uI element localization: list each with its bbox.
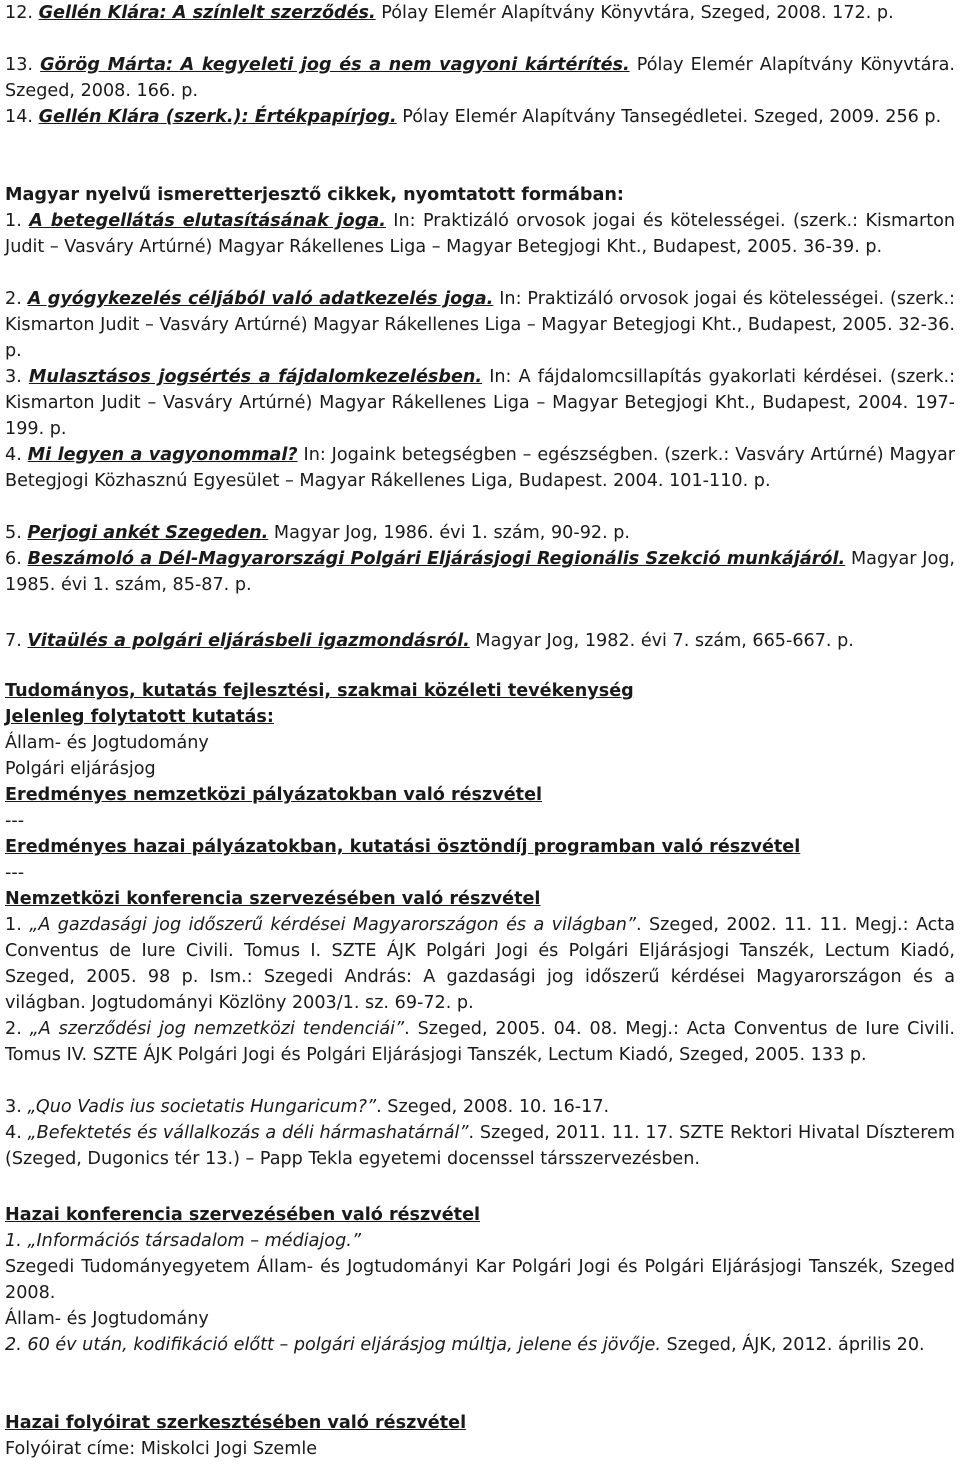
publication-item: 14. Gellén Klára (szerk.): Értékpapírjog. Pólay Elemér Alapítvány Tansegédletei. Szeged, 2009. 256 p.	[5, 107, 942, 127]
home-tender-value: ---	[5, 863, 25, 883]
article-item: 7. Vitaülés a polgári eljárásbeli igazmondásról. Magyar Jog, 1982. évi 7. szám, 665-667. p.	[5, 631, 854, 651]
article-title: Mi legyen a vagyonommal?	[27, 445, 298, 465]
article-title: Vitaülés a polgári eljárásbeli igazmondásról.	[27, 631, 470, 651]
article-title: A gyógykezelés céljából való adatkezelés joga.	[27, 289, 494, 309]
home-conf-item-title: 1. „Információs társadalom – médiajog.”	[5, 1231, 361, 1251]
journal-title-line: Folyóirat címe: Miskolci Jogi Szemle	[5, 1439, 318, 1459]
article-item: 6. Beszámoló a Dél-Magyarországi Polgári Eljárásjogi Regionális Szekció munkájáról. Magyar Jog, 1985. évi 1. szám, 85-87. p.	[5, 549, 955, 595]
intl-conf-heading: Nemzetközi konferencia szervezésében való részvétel	[5, 889, 541, 909]
current-research-label: Jelenleg folytatott kutatás:	[5, 707, 274, 727]
research-heading: Tudományos, kutatás fejlesztési, szakmai közéleti tevékenység	[5, 681, 634, 701]
publication-title: Görög Márta: A kegyeleti jog és a nem vagyoni kártérítés.	[40, 55, 630, 75]
home-conf-item-field: Állam- és Jogtudomány	[5, 1309, 209, 1329]
intl-conf-item: 4. „Befektetés és vállalkozás a déli hármashatárnál”. Szeged, 2011. 11. 17. SZTE Rektori Hivatal Díszterem (Szeged, Dugonics tér 13.) – Papp Tekla egyetemi docenssel társszervezésben.	[5, 1123, 955, 1169]
articles-heading: Magyar nyelvű ismeretterjesztő cikkek, nyomtatott formában:	[5, 185, 624, 205]
article-item: 1. A betegellátás elutasításának joga. In: Praktizáló orvosok jogai és kötelességei. (szerk.: Kismarton Judit – Vasváry Artúrné) Magyar Rákellenes Liga – Magyar Betegjogi Kht., Budapest, 2005. 36-39. p.	[5, 211, 956, 257]
article-title: Mulasztásos jogsértés a fájdalomkezelésben.	[28, 367, 483, 387]
article-title: Perjogi ankét Szegeden.	[27, 523, 269, 543]
publication-title: Gellén Klára: A színlelt szerződés.	[38, 3, 376, 23]
intl-tender-value: ---	[5, 811, 25, 831]
home-conf-item-place: Szegedi Tudományegyetem Állam- és Jogtudományi Kar Polgári Jogi és Polgári Eljárásjogi Tanszék, Szeged 2008.	[5, 1257, 955, 1303]
conf-title: 2. 60 év után, kodifikáció előtt – polgári eljárásjog múltja, jelene és jövője.	[5, 1335, 661, 1355]
publication-item: 13. Görög Márta: A kegyeleti jog és a nem vagyoni kártérítés. Pólay Elemér Alapítvány Könyvtára. Szeged, 2008. 166. p.	[5, 55, 955, 101]
conf-title: „A gazdasági jog időszerű kérdései Magyarországon és a világban”	[29, 915, 637, 935]
article-item: 5. Perjogi ankét Szegeden. Magyar Jog, 1986. évi 1. szám, 90-92. p.	[5, 523, 631, 543]
article-title: A betegellátás elutasításának joga.	[29, 211, 386, 231]
publication-title: Gellén Klára (szerk.): Értékpapírjog.	[38, 107, 397, 127]
journal-heading: Hazai folyóirat szerkesztésében való részvétel	[5, 1413, 467, 1433]
home-conf-item: 2. 60 év után, kodifikáció előtt – polgári eljárásjog múltja, jelene és jövője. Szeged, ÁJK, 2012. április 20.	[5, 1335, 925, 1355]
home-conf-heading: Hazai konferencia szervezésében való részvétel	[5, 1205, 481, 1225]
research-topic: Polgári eljárásjog	[5, 759, 156, 779]
article-item: 2. A gyógykezelés céljából való adatkezelés joga. In: Praktizáló orvosok jogai és kötelességei. (szerk.: Kismarton Judit – Vasváry Artúrné) Magyar Rákellenes Liga – Magyar Betegjogi Kht., Budapest, 2005. 32-36. p.	[5, 289, 955, 361]
research-field: Állam- és Jogtudomány	[5, 733, 209, 753]
conf-title: „A szerződési jog nemzetközi tendenciái”	[29, 1019, 405, 1039]
article-title: Beszámoló a Dél-Magyarországi Polgári Eljárásjogi Regionális Szekció munkájáról.	[27, 549, 846, 569]
home-tender-heading: Eredményes hazai pályázatokban, kutatási ösztöndíj programban való részvétel	[5, 837, 801, 857]
intl-conf-item: 3. „Quo Vadis ius societatis Hungaricum?”. Szeged, 2008. 10. 16-17.	[5, 1097, 610, 1117]
conf-title: „Quo Vadis ius societatis Hungaricum?”	[27, 1097, 377, 1117]
conf-title: „Befektetés és vállalkozás a déli hármashatárnál”	[27, 1123, 469, 1143]
intl-conf-item: 1. „A gazdasági jog időszerű kérdései Magyarországon és a világban”. Szeged, 2002. 11. 11. Megj.: Acta Conventus de Iure Civili. Tomus I. SZTE ÁJK Polgári Jogi és Polgári Eljárásjogi Tanszék, Lectum Kiadó, Szeged, 2005. 98 p. Ism.: Szegedi András: A gazdasági jog időszerű kérdései Magyarországon és a világban. Jogtudományi Közlöny 2003/1. sz. 69-72. p.	[5, 915, 955, 1013]
intl-tender-heading: Eredményes nemzetközi pályázatokban való részvétel	[5, 785, 543, 805]
article-item: 4. Mi legyen a vagyonommal? In: Jogaink betegségben – egészségben. (szerk.: Vasváry Artúrné) Magyar Betegjogi Közhasznú Egyesület – Magyar Rákellenes Liga, Budapest. 2004. 101-110. p.	[5, 445, 956, 491]
article-item: 3. Mulasztásos jogsértés a fájdalomkezelésben. In: A fájdalomcsillapítás gyakorlati kérdései. (szerk.: Kismarton Judit – Vasváry Artúrné) Magyar Rákellenes Liga – Magyar Betegjogi Kht., Budapest, 2004. 197-199. p.	[5, 367, 955, 439]
intl-conf-item: 2. „A szerződési jog nemzetközi tendenciái”. Szeged, 2005. 04. 08. Megj.: Acta Conventus de Iure Civili. Tomus IV. SZTE ÁJK Polgári Jogi és Polgári Eljárásjogi Tanszék, Lectum Kiadó, Szeged, 2005. 133 p.	[5, 1019, 955, 1065]
publication-item: 12. Gellén Klára: A színlelt szerződés. Pólay Elemér Alapítvány Könyvtára, Szeged, 2008. 172. p.	[5, 3, 894, 23]
